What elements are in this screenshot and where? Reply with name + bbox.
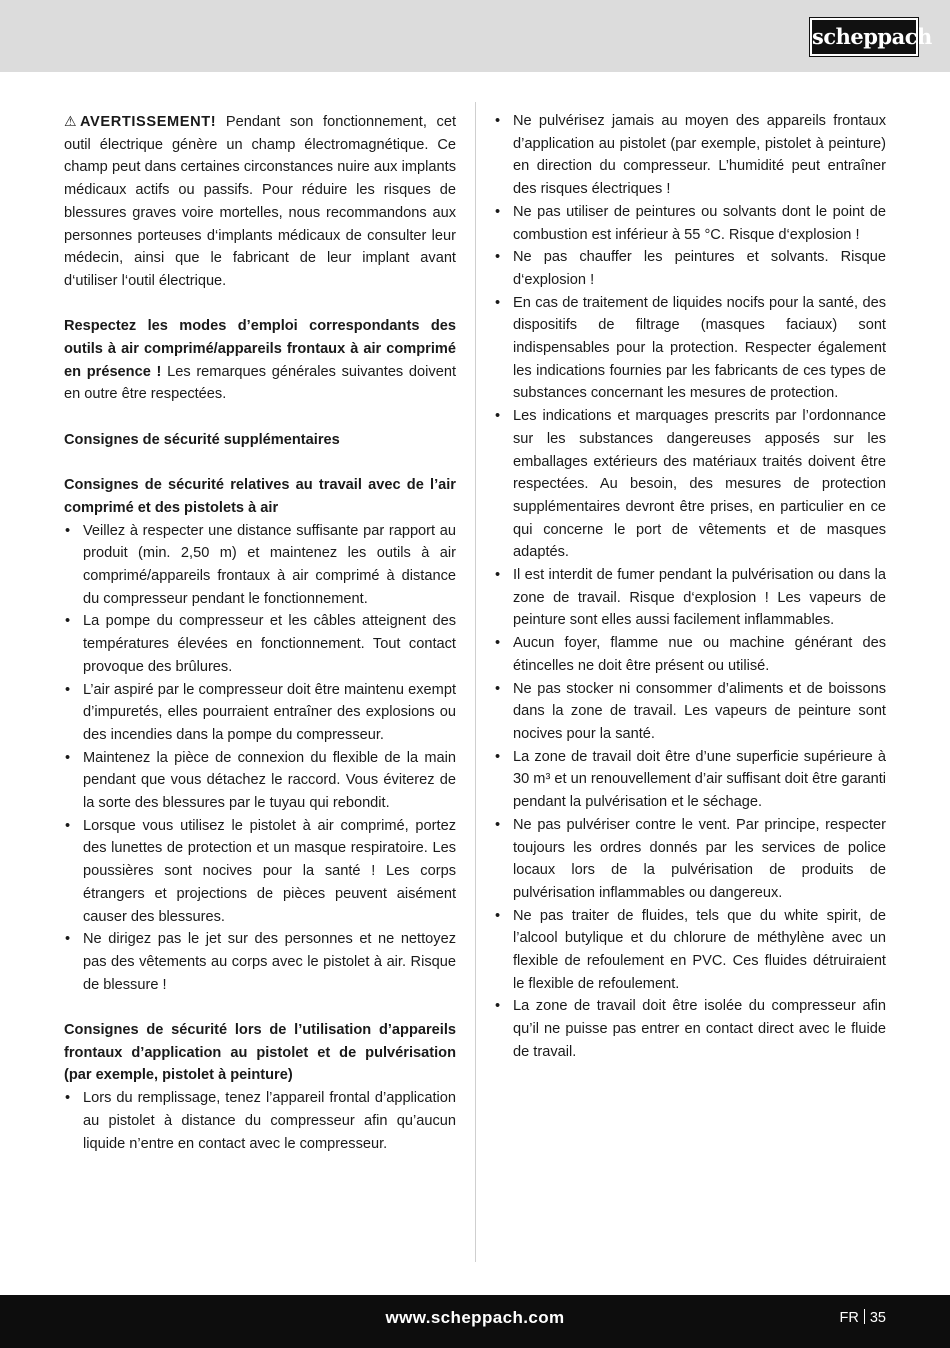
warning-label: AVERTISSEMENT! xyxy=(80,114,217,130)
list-item: • Veillez à respecter une distance suffisante par rapport au produit (min. 2,50 m) et maintenez les outils à air comprimé/appareils frontaux à air comprimé à distance du compresseur pendant le fonctionnement. xyxy=(64,520,456,611)
website-link[interactable]: www.scheppach.com xyxy=(385,1308,565,1327)
list-item: • Maintenez la pièce de connexion du flexible de la main pendant que vous détachez le raccord. Vous éviterez de la sorte des blessures par le tuyau qui rebondit. xyxy=(64,747,456,815)
warning-paragraph xyxy=(64,110,456,293)
right-column xyxy=(494,110,886,1064)
list-item: • Lorsque vous utilisez le pistolet à air comprimé, portez des lunettes de protection et un masque respiratoire. Les poussières sont nocives pour la santé ! Les corps étrangers et projections de pièces peuvent aisément causer des blessures. xyxy=(64,815,456,929)
language-code: FR xyxy=(839,1310,859,1326)
list-item: • Ne pas traiter de fluides, tels que du white spirit, de l’alcool butylique et du chlorure de méthylène avec un flexible de refoulement en PVC. Ces fluides détruiraient le flexible de refoulement. xyxy=(494,905,886,996)
list-item: • Il est interdit de fumer pendant la pulvérisation ou dans la zone de travail. Risque d‘explosion ! Les vapeurs de peinture sont elles aussi facilement inflammables. xyxy=(494,564,886,632)
header-band xyxy=(0,0,950,72)
page-indicator xyxy=(840,1309,886,1326)
list-item: • La pompe du compresseur et les câbles atteignent des températures élevées en fonctionnement. Tout contact provoque des brûlures. xyxy=(64,610,456,678)
footer-separator xyxy=(864,1309,865,1324)
instructions-paragraph xyxy=(64,315,456,406)
heading-additional: Consignes de sécurité supplémentaires xyxy=(64,431,340,448)
left-column xyxy=(64,110,456,1155)
list-item: • Aucun foyer, flamme nue ou machine générant des étincelles ne doit être présent ou utilisé. xyxy=(494,632,886,677)
list-item: • Ne pas stocker ni consommer d’aliments et de boissons dans la zone de travail. Les vapeurs de peinture sont nocives pour la santé. xyxy=(494,678,886,746)
spray-list-right xyxy=(494,110,886,1064)
list-item: • En cas de traitement de liquides nocifs pour la santé, des dispositifs de filtrage (masques faciaux) sont indispensables pour la protection. Respecter également les indications fournies par les fabricants de ces types de substances concernant les mesures de protection. xyxy=(494,292,886,406)
list-item: • Ne dirigez pas le jet sur des personnes et ne nettoyez pas des vêtements au corps avec le pistolet à air. Risque de blessure ! xyxy=(64,928,456,996)
column-divider xyxy=(475,102,476,1262)
list-item: • L’air aspiré par le compresseur doit être maintenu exempt d’impuretés, elles pourraient entraîner des explosions ou des incendies dans la pompe du compresseur. xyxy=(64,679,456,747)
warning-triangle-icon: ⚠ xyxy=(64,113,77,129)
warning-text: Pendant son fonctionnement, cet outil électrique génère un champ électromagnétique. Ce champ peut dans certaines circonstances nuire aux implants médicaux actifs ou passifs. Pour réduire les risques de blessures graves voire mortelles, nous recommandons aux personnes porteuses d‘implants médicaux de consulter leur médecin, ainsi que le fabricant de leur implant avant d‘utiliser l‘outil électrique. xyxy=(64,114,456,289)
page-number: 35 xyxy=(869,1310,886,1326)
list-item: • Les indications et marquages prescrits par l’ordonnance sur les substances dangereuses apposés sur les emballages extérieurs des matériaux traités doivent être respectées. Au besoin, des mesures de protection supplémentaires devront être prises, en particulier en ce qui concerne le port de vêtements et de masques adaptés. xyxy=(494,405,886,564)
instructions-bold: Respectez les modes d’emploi correspondants des outils à air comprimé/appareils frontaux à air comprimé en présence ! xyxy=(64,318,456,380)
list-item: • Lors du remplissage, tenez l’appareil frontal d’application au pistolet à distance du compresseur afin qu’aucun liquide n’entre en contact avec le compresseur. xyxy=(64,1087,456,1155)
list-item: • Ne pas utiliser de peintures ou solvants dont le point de combustion est inférieur à 55 °C. Risque d‘explosion ! xyxy=(494,201,886,246)
heading-spray: Consignes de sécurité lors de l’utilisation d’appareils frontaux d’application au pistolet et de pulvérisation (par exemple, pistolet à peinture) xyxy=(64,1022,456,1084)
list-item: • Ne pas chauffer les peintures et solvants. Risque d‘explosion ! xyxy=(494,246,886,291)
spray-list-left xyxy=(64,1087,456,1155)
instructions-text: Les remarques générales suivantes doivent en outre être respectées. xyxy=(64,363,456,403)
footer-band xyxy=(0,1295,950,1348)
compressed-air-list xyxy=(64,520,456,997)
list-item: • La zone de travail doit être d’une superficie supérieure à 30 m³ et un renouvellement d’air suffisant doit être garanti pendant la pulvérisation et le séchage. xyxy=(494,746,886,814)
list-item: • Ne pas pulvériser contre le vent. Par principe, respecter toujours les ordres donnés par les services de police locaux lors de la pulvérisation de produits de pulvérisation inflammables ou dangereux. xyxy=(494,814,886,905)
list-item: • La zone de travail doit être isolée du compresseur afin qu’il ne puisse pas entrer en contact direct avec le fluide de travail. xyxy=(494,995,886,1063)
list-item: • Ne pulvérisez jamais au moyen des appareils frontaux d’application au pistolet (par exemple, pistolet à peinture) en direction du compresseur. L’humidité peut entraîner des risques électriques ! xyxy=(494,110,886,201)
scheppach-logo: scheppach xyxy=(810,18,918,56)
heading-compressed-air: Consignes de sécurité relatives au travail avec de l’air comprimé et des pistolets à air xyxy=(64,477,456,516)
